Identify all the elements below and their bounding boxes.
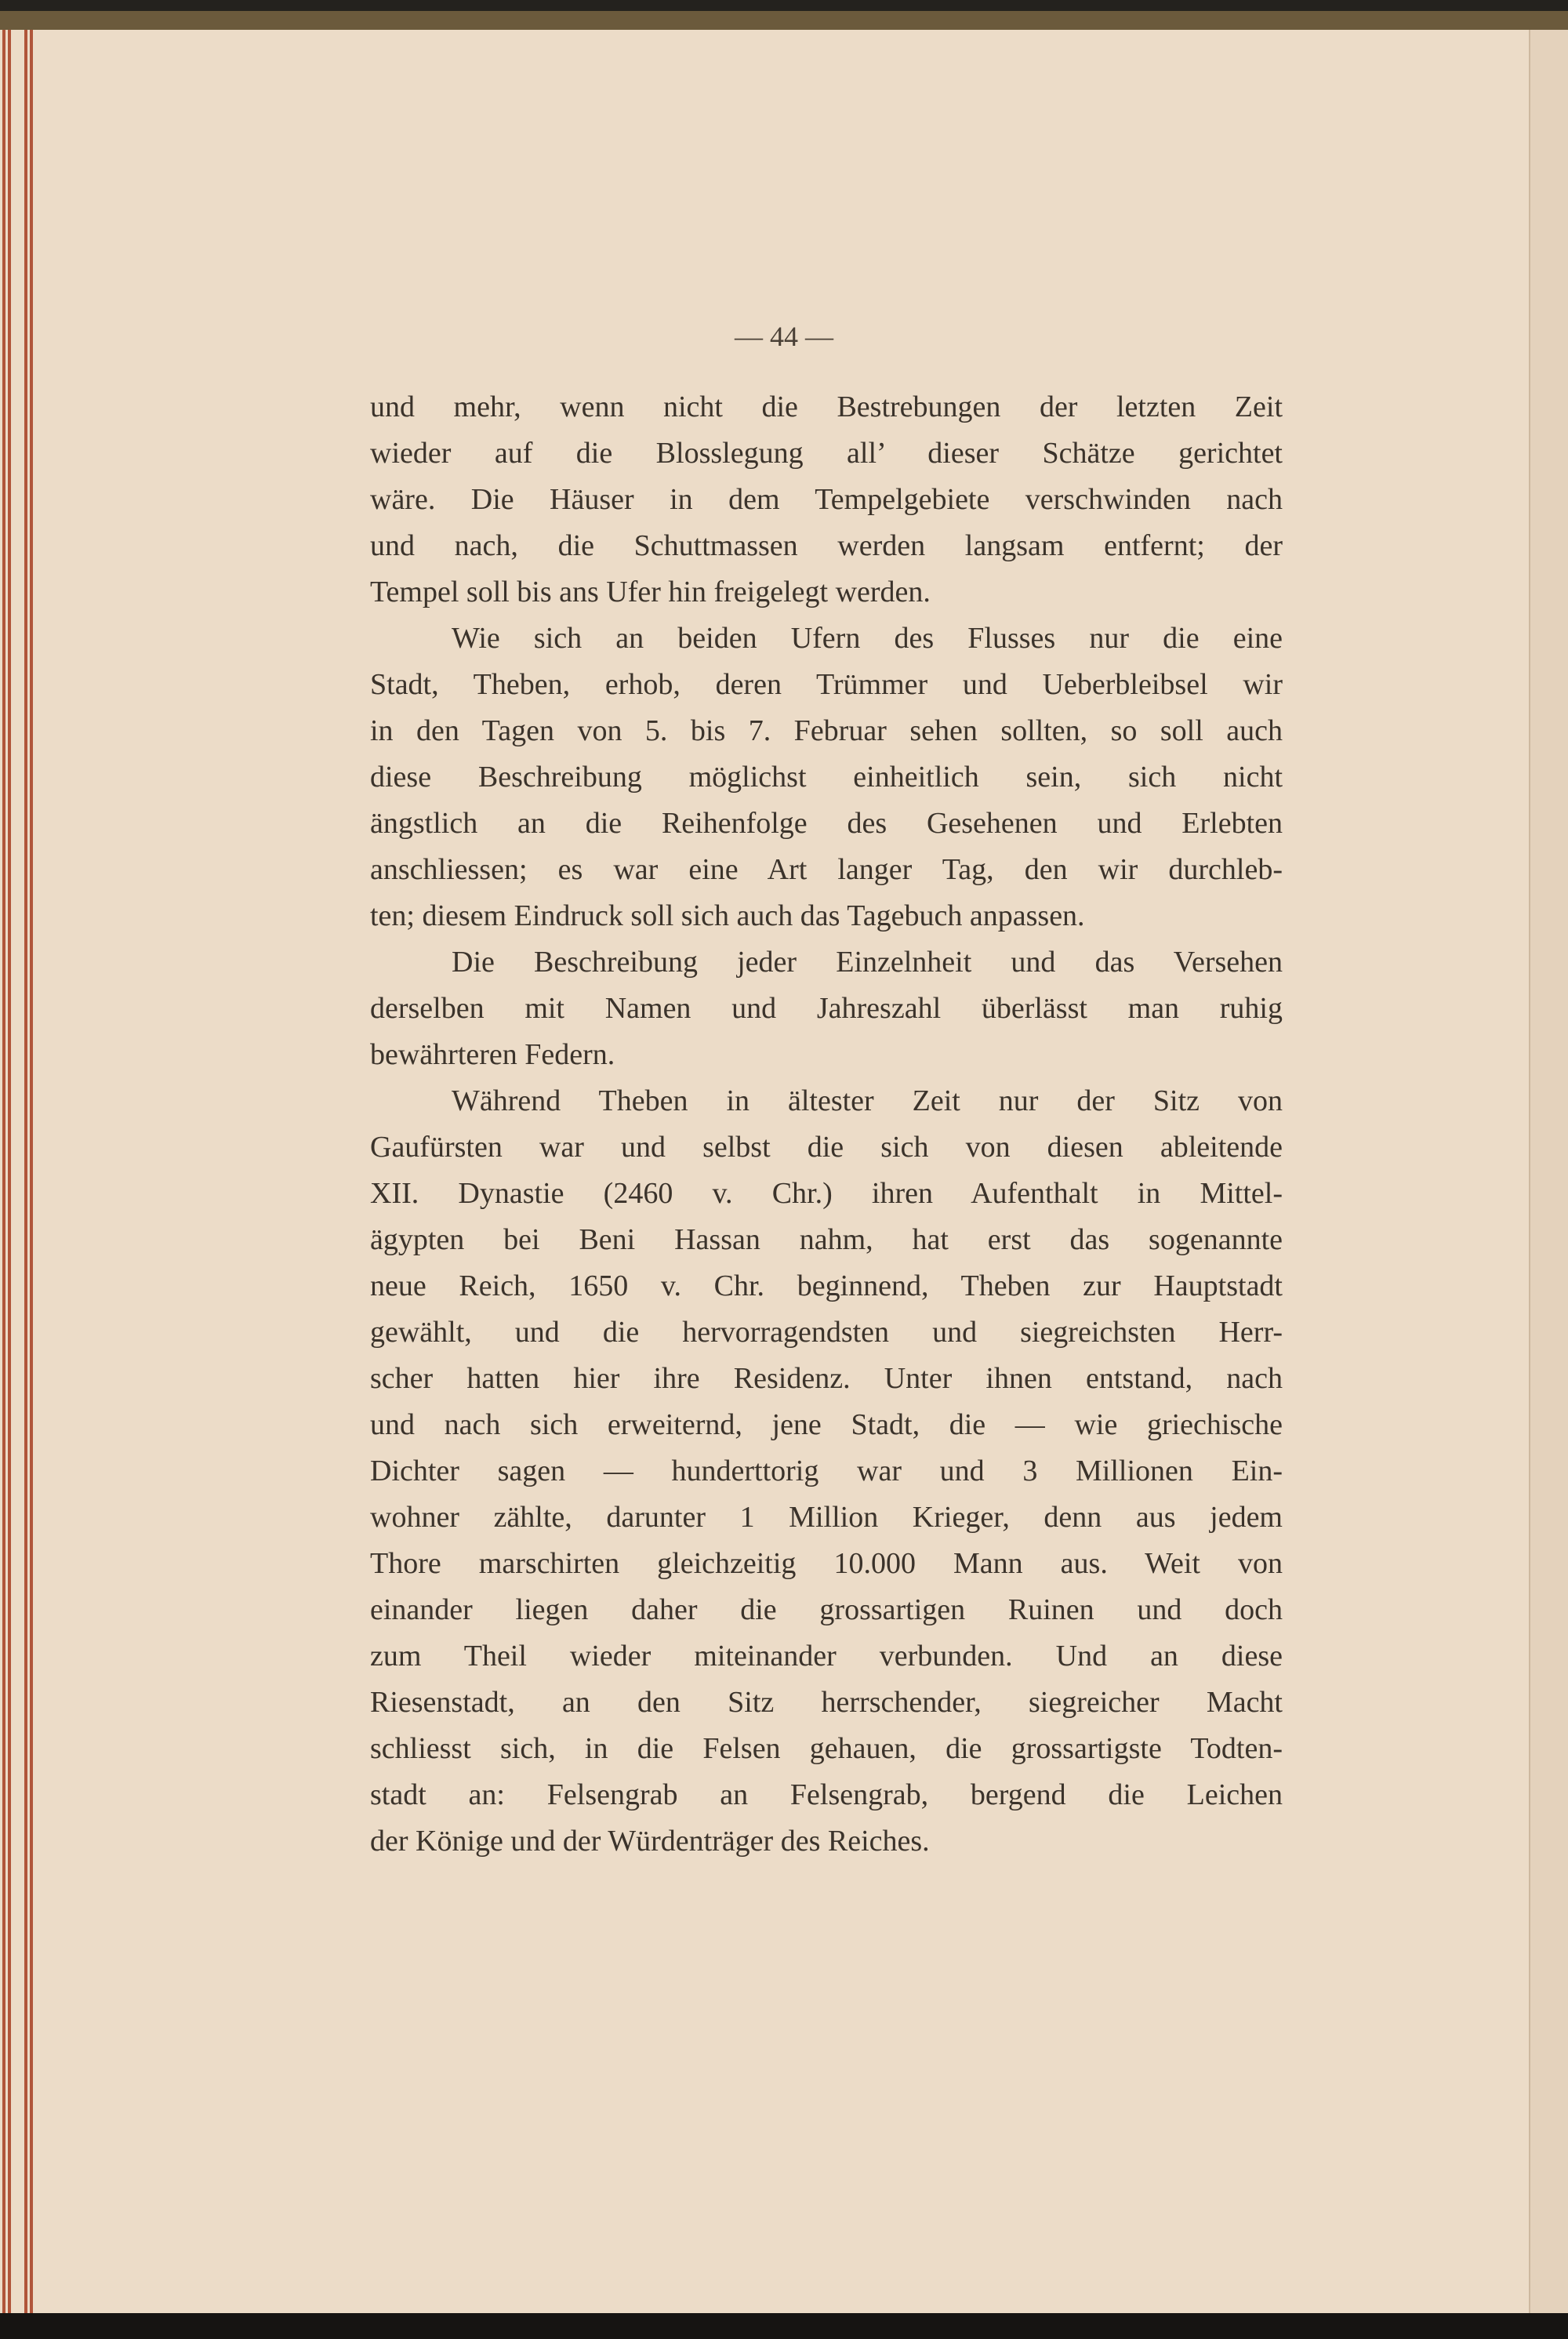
text-line: XII. Dynastie (2460 v. Chr.) ihren Aufenthalt in Mittel- [370,1177,1283,1210]
text-line: ägypten bei Beni Hassan nahm, hat erst das sogenannte [370,1223,1283,1256]
text-line: Stadt, Theben, erhob, deren Trümmer und Ueberbleibsel wir [370,668,1283,701]
scan-bottom-edge [0,2313,1568,2339]
text-line: diese Beschreibung möglichst einheitlich sein, sich nicht [370,761,1283,794]
text-line: anschliessen; es war eine Art langer Tag, den wir durchleb- [370,853,1283,886]
text-line: gewählt, und die hervorragendsten und siegreichsten Herr- [370,1316,1283,1349]
paragraph [370,939,1283,1078]
page-edge-line [2,30,5,2313]
text-line: neue Reich, 1650 v. Chr. beginnend, Theben zur Hauptstadt [370,1269,1283,1302]
text-line: derselben mit Namen und Jahreszahl überlässt man ruhig [370,992,1283,1025]
page-edge-line [30,30,33,2313]
paragraph [370,616,1283,939]
text-line: wieder auf die Blosslegung all’ dieser Schätze gerichtet [370,437,1283,470]
text-line: Wie sich an beiden Ufern des Flusses nur die eine [452,622,1283,655]
text-line: Während Theben in ältester Zeit nur der Sitz von [452,1084,1283,1117]
text-line: in den Tagen von 5. bis 7. Februar sehen sollten, so soll auch [370,714,1283,747]
text-line: Gaufürsten war und selbst die sich von diesen ableitende [370,1131,1283,1164]
text-line: Thore marschirten gleichzeitig 10.000 Mann aus. Weit von [370,1547,1283,1580]
text-line: schliesst sich, in die Felsen gehauen, die grossartigste Todten- [370,1732,1283,1765]
text-line: Riesenstadt, an den Sitz herrschender, siegreicher Macht [370,1686,1283,1719]
page-edge-line [24,30,27,2313]
text-line: und mehr, wenn nicht die Bestrebungen der letzten Zeit [370,390,1283,423]
page-number: — 44 — [735,321,833,352]
text-line: Dichter sagen — hunderttorig war und 3 Millionen Ein- [370,1455,1283,1487]
paragraph [370,1078,1283,1865]
text-line: ten; diesem Eindruck soll sich auch das Tagebuch anpassen. [370,899,1085,932]
page-edge-line [8,30,11,2313]
text-line: und nach, die Schuttmassen werden langsam entfernt; der [370,529,1283,562]
text-line: wohner zählte, darunter 1 Million Krieger, denn aus jedem [370,1501,1283,1534]
body-text [370,384,1283,1865]
scan-top-edge [0,0,1568,11]
text-line: einander liegen daher die grossartigen Ruinen und doch [370,1593,1283,1626]
text-line: der Könige und der Würdenträger des Reiches. [370,1825,930,1858]
text-line: Tempel soll bis ans Ufer hin freigelegt werden. [370,576,931,608]
next-page-edge [1529,30,1568,2313]
paragraph [370,384,1283,616]
text-line: Die Beschreibung jeder Einzelnheit und das Versehen [452,946,1283,979]
text-line: scher hatten hier ihre Residenz. Unter ihnen entstand, nach [370,1362,1283,1395]
text-line: wäre. Die Häuser in dem Tempelgebiete verschwinden nach [370,483,1283,516]
text-line: ängstlich an die Reihenfolge des Gesehenen und Erlebten [370,807,1283,840]
text-line: stadt an: Felsengrab an Felsengrab, bergend die Leichen [370,1778,1283,1811]
text-line: bewährteren Federn. [370,1038,615,1071]
text-line: zum Theil wieder miteinander verbunden. Und an diese [370,1640,1283,1673]
text-line: und nach sich erweiternd, jene Stadt, die — wie griechische [370,1408,1283,1441]
book-cover-edge [0,11,1568,30]
